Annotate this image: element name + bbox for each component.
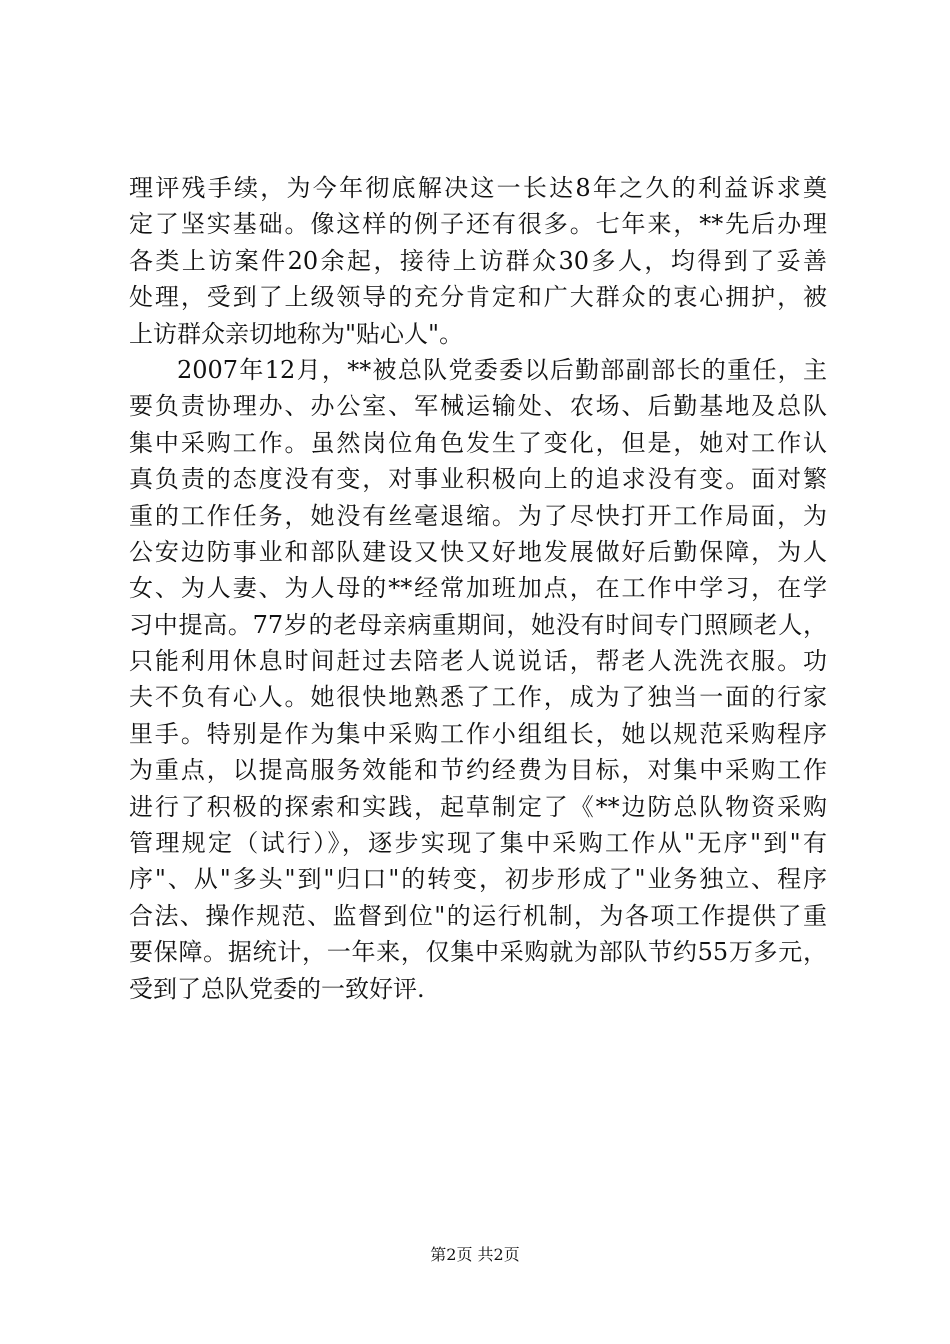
text-line: 上访群众亲切地称为"贴心人"。 [129,319,464,348]
text-line: 夫不负有心人。她很快地熟悉了工作，成为了独当一面的行家 [129,683,827,712]
text-line: 为重点，以提高服务效能和节约经费为目标，对集中采购工作 [129,756,827,785]
page-footer: 第2页 共2页 [430,1245,520,1264]
text-line: 重的工作任务，她没有丝毫退缩。为了尽快打开工作局面，为 [129,501,827,530]
document-body [129,170,827,1007]
text-line: 进行了积极的探索和实践，起草制定了《**边防总队物资采购 [129,792,827,821]
text-line: 受到了总队党委的一致好评. [129,974,425,1003]
text-line: 集中采购工作。虽然岗位角色发生了变化，但是，她对工作认 [129,428,827,457]
text-line: 只能利用休息时间赶过去陪老人说说话，帮老人洗洗衣服。功 [129,647,827,676]
text-line: 里手。特别是作为集中采购工作小组组长，她以规范采购程序 [129,719,827,748]
text-line: 序"、从"多头"到"归口"的转变，初步形成了"业务独立、程序 [129,865,827,894]
text-line: 定了坚实基础。像这样的例子还有很多。七年来，**先后办理 [129,210,827,239]
text-line: 管理规定（试行）》，逐步实现了集中采购工作从"无序"到"有 [129,829,827,858]
text-line: 习中提高。77岁的老母亲病重期间，她没有时间专门照顾老人， [129,610,827,639]
text-line: 要保障。据统计，一年来，仅集中采购就为部队节约55万多元， [129,938,827,967]
text-line: 各类上访案件20余起，接待上访群众30多人，均得到了妥善 [129,246,827,275]
text-line: 公安边防事业和部队建设又快又好地发展做好后勤保障，为人 [129,537,827,566]
text-line: 合法、操作规范、监督到位"的运行机制，为各项工作提供了重 [129,901,827,930]
text-line: 真负责的态度没有变，对事业积极向上的追求没有变。面对繁 [129,465,827,494]
text-line: 处理，受到了上级领导的充分肯定和广大群众的衷心拥护，被 [129,283,827,312]
text-line: 理评残手续，为今年彻底解决这一长达8年之久的利益诉求奠 [129,174,827,202]
text-line: 要负责协理办、办公室、军械运输处、农场、后勤基地及总队 [129,392,827,421]
paragraph-first-line: 2007年12月，**被总队党委委以后勤部副部长的重任，主 [177,355,827,384]
text-line: 女、为人妻、为人母的**经常加班加点，在工作中学习，在学 [129,574,827,603]
